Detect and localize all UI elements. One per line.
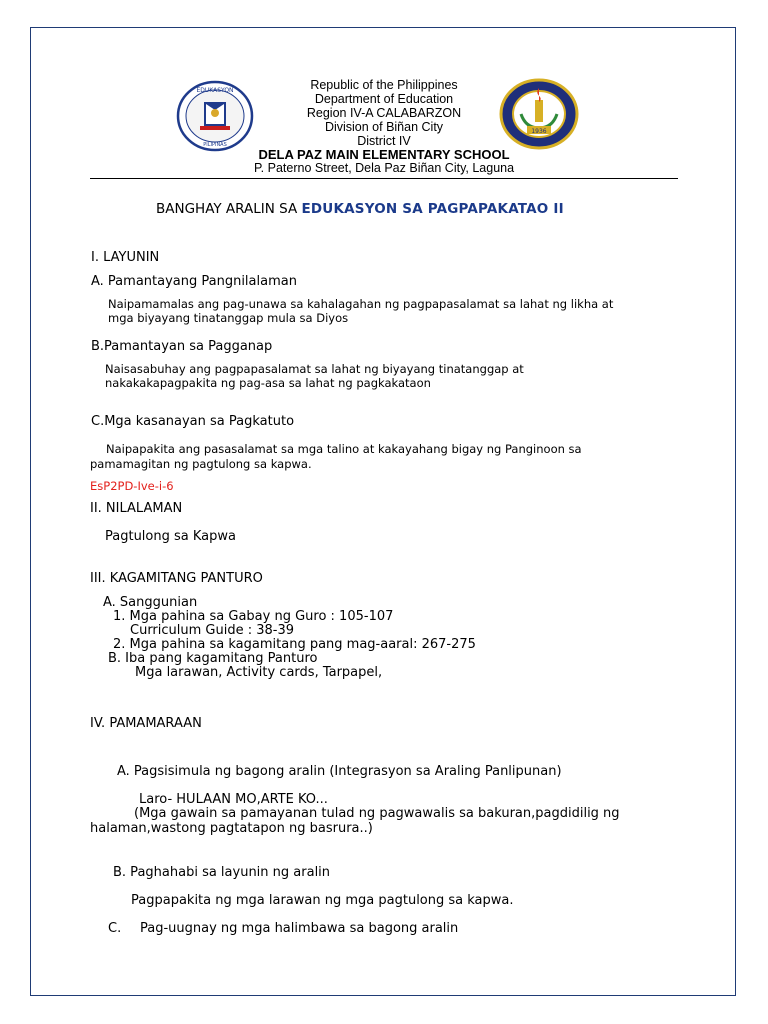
- layunin-b-line2: nakakakapagpakita ng pag-asa sa lahat ng pagkakataon: [105, 376, 431, 390]
- pamamaraan-b-content: Pagpapakita ng mga larawan ng mga pagtulong sa kapwa.: [131, 893, 514, 908]
- pamamaraan-c-label: C.: [108, 921, 122, 936]
- document-title: [156, 201, 564, 217]
- layunin-b-line1: Naisasabuhay ang pagpapasalamat sa lahat ng biyayang tinatanggap at: [105, 362, 524, 376]
- pamamaraan-a-desc2: halaman,wastong pagtatapon ng basrura..): [90, 821, 373, 836]
- layunin-c-line2: pamamagitan ng pagtulong sa kapwa.: [90, 457, 312, 471]
- section-nilalaman-heading: II. NILALAMAN: [90, 501, 183, 516]
- layunin-b-heading: B.Pamantayan sa Pagganap: [91, 339, 273, 354]
- kagamitan-item2: 2. Mga pahina sa kagamitang pang mag-aaral: 267-275: [113, 637, 476, 652]
- kagamitan-item1: 1. Mga pahina sa Gabay ng Guro : 105-107: [113, 609, 394, 624]
- kagamitan-b-content: Mga larawan, Activity cards, Tarpapel,: [135, 665, 383, 680]
- layunin-a-heading: A. Pamantayang Pangnilalaman: [91, 274, 297, 289]
- header-line-district: District IV: [357, 134, 411, 148]
- kagamitan-a: A. Sanggunian: [103, 595, 198, 610]
- kagamitan-b: B. Iba pang kagamitang Panturo: [108, 651, 318, 666]
- school-name: DELA PAZ MAIN ELEMENTARY SCHOOL: [258, 147, 510, 162]
- header-line-republic: Republic of the Philippines: [310, 78, 458, 92]
- school-seal-year: 1936: [531, 128, 547, 135]
- nilalaman-content: Pagtulong sa Kapwa: [105, 529, 236, 544]
- school-address: P. Paterno Street, Dela Paz Biñan City, Laguna: [253, 161, 515, 175]
- title-prefix: BANGHAY ARALIN SA: [156, 201, 302, 217]
- kagamitan-item1b: Curriculum Guide : 38-39: [130, 623, 295, 638]
- svg-text:EDUKASYON: EDUKASYON: [196, 87, 234, 94]
- layunin-c-heading: C.Mga kasanayan sa Pagkatuto: [91, 414, 295, 429]
- layunin-c-line1: Naipapakita ang pasasalamat sa mga talino at kakayahang bigay ng Panginoon sa: [106, 442, 582, 456]
- title-subject: EDUKASYON SA PAGPAPAKATAO II: [301, 201, 564, 217]
- layunin-a-line2: mga biyayang tinatanggap mula sa Diyos: [108, 311, 349, 325]
- pamamaraan-a: A. Pagsisimula ng bagong aralin (Integrasyon sa Araling Panlipunan): [117, 764, 562, 779]
- pamamaraan-a-desc1: (Mga gawain sa pamayanan tulad ng pagwawalis sa bakuran,pagdidilig ng: [134, 806, 620, 821]
- layunin-a-line1: Naipamamalas ang pag-unawa sa kahalagahan ng pagpapasalamat sa lahat ng likha at: [108, 297, 614, 311]
- pamamaraan-a-game: Laro- HULAAN MO,ARTE KO...: [139, 792, 328, 807]
- section-layunin-heading: I. LAYUNIN: [91, 250, 160, 265]
- svg-text:PILIPINAS: PILIPINAS: [203, 142, 227, 148]
- pamamaraan-b: B. Paghahabi sa layunin ng aralin: [113, 865, 331, 880]
- section-kagamitan-heading: III. KAGAMITANG PANTURO: [90, 571, 263, 586]
- header-line-region: Region IV-A CALABARZON: [306, 106, 462, 120]
- header-line-division: Division of Biñan City: [324, 120, 444, 134]
- section-pamamaraan-heading: IV. PAMAMARAAN: [90, 716, 202, 731]
- header-line-department: Department of Education: [314, 92, 454, 106]
- competency-code: EsP2PD-Ive-i-6: [90, 479, 174, 493]
- pamamaraan-c: Pag-uugnay ng mga halimbawa sa bagong aralin: [140, 921, 459, 936]
- header-divider: [90, 178, 678, 179]
